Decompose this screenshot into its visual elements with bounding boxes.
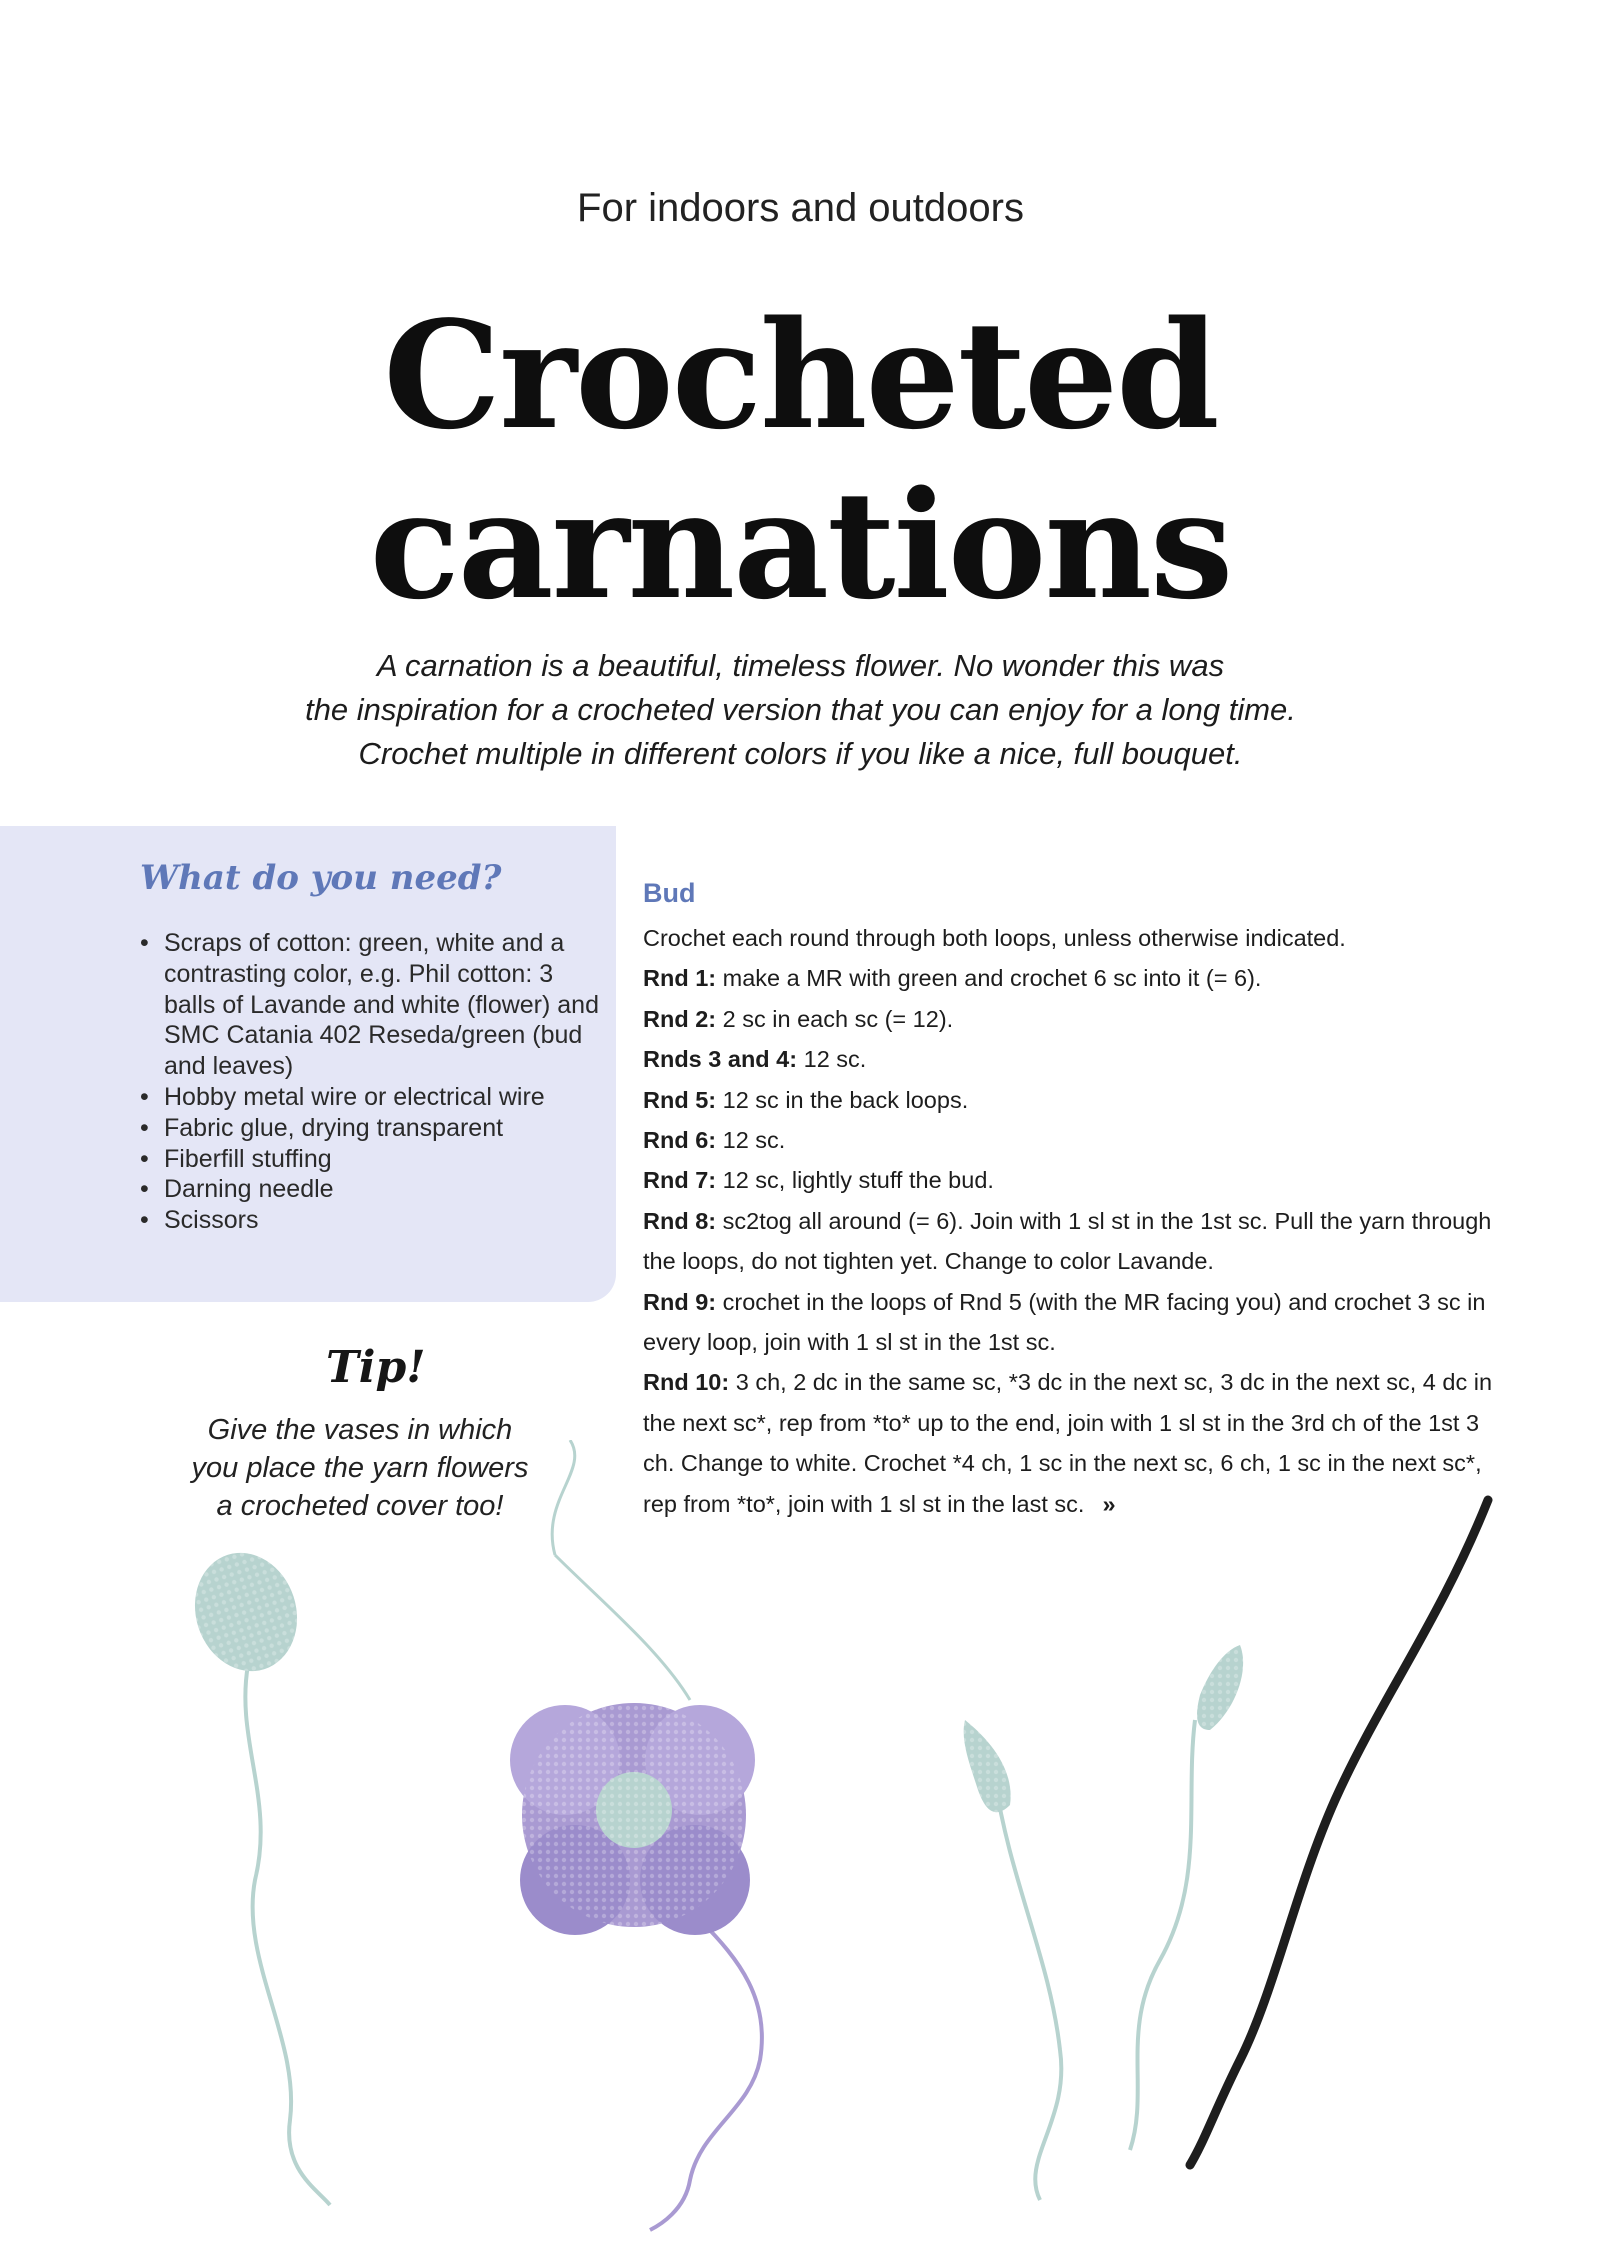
round-label: Rnd 8: (643, 1207, 717, 1234)
list-item: • Fabric glue, drying transparent (140, 1113, 600, 1144)
round-step (643, 1120, 1503, 1160)
round-step (643, 1160, 1503, 1200)
round-text: sc2tog all around (= 6). Join with 1 sl st in the 1st sc. Pull the yarn through the loops, do not tighten yet. Change to color Lavande. (643, 1207, 1492, 1275)
round-label: Rnd 7: (643, 1167, 717, 1194)
round-step (643, 999, 1503, 1039)
list-item: • Scissors (140, 1205, 600, 1236)
title-line: carnations (369, 458, 1232, 632)
materials-list (140, 928, 600, 1236)
round-label: Rnd 5: (643, 1086, 717, 1113)
round-text: 2 sc in each sc (= 12). (716, 1005, 954, 1032)
page-kicker: For indoors and outdoors (577, 186, 1024, 230)
intro-paragraph (150, 644, 1451, 776)
list-item: • Fiberfill stuffing (140, 1144, 600, 1175)
wire (1190, 1500, 1488, 2165)
intro-line: the inspiration for a crocheted version that you can enjoy for a long time. (305, 692, 1296, 727)
intro-line: A carnation is a beautiful, timeless flower. No wonder this was (376, 648, 1225, 683)
list-item: • Darning needle (140, 1174, 600, 1205)
intro-line: Crochet multiple in different colors if you like a nice, full bouquet. (358, 736, 1243, 771)
round-step (643, 1201, 1503, 1282)
round-text: 12 sc. (797, 1046, 867, 1073)
list-item: • Hobby metal wire or electrical wire (140, 1082, 600, 1113)
page-title (0, 290, 1601, 630)
crochet-bud (180, 1539, 330, 2205)
round-text: 12 sc, lightly stuff the bud. (716, 1167, 994, 1194)
crochet-leaf (964, 1720, 1062, 2200)
round-label: Rnd 10: (643, 1369, 730, 1396)
round-step (643, 1080, 1503, 1120)
round-label: Rnd 1: (643, 965, 717, 992)
round-text: 3 ch, 2 dc in the same sc, *3 dc in the next sc, 3 dc in the next sc, 4 dc in the next sc*, rep from *to* up to the end, join with 1 sl st in the 3rd ch of the 1st 3 ch. Change to white. Crochet *4 ch, 1 sc in the next sc, 6 ch, 1 sc in the next sc*, rep from *to*, join with 1 sl st in the last sc. (643, 1369, 1493, 1517)
bud-instructions (643, 918, 1503, 1524)
round-label: Rnd 9: (643, 1288, 717, 1315)
crochet-carnation (510, 1440, 762, 2230)
title-line: Crocheted (383, 288, 1218, 462)
tip-line: Give the vases in which (207, 1414, 513, 1446)
round-label: Rnd 2: (643, 1005, 717, 1032)
bud-heading: Bud (643, 878, 696, 908)
materials-title: What do you need? (140, 858, 502, 898)
tip-title: Tip! (326, 1342, 426, 1393)
round-text: make a MR with green and crochet 6 sc into it (= 6). (716, 965, 1262, 992)
crochet-leaf (1130, 1645, 1243, 2150)
continued-arrow: » (1102, 1490, 1116, 1517)
round-step (643, 1039, 1503, 1079)
round-text: crochet in the loops of Rnd 5 (with the MR facing you) and crochet 3 sc in every loop, join with 1 sl st in the 1st sc. (643, 1288, 1486, 1356)
round-label: Rnd 6: (643, 1127, 717, 1154)
instructions-intro: Crochet each round through both loops, unless otherwise indicated. (643, 925, 1346, 951)
tip-line: a crocheted cover too! (216, 1490, 504, 1522)
tip-line: you place the yarn flowers (191, 1452, 529, 1484)
round-label: Rnds 3 and 4: (643, 1046, 798, 1073)
list-item: • Scraps of cotton: green, white and a contrasting color, e.g. Phil cotton: 3 balls of Lavande and white (flower) and SMC Catania 402 Reseda/green (bud and leaves) (140, 928, 600, 1082)
product-photo (0, 1440, 1601, 2263)
round-text: 12 sc. (716, 1127, 786, 1154)
round-text: 12 sc in the back loops. (716, 1086, 969, 1113)
round-step (643, 1282, 1503, 1363)
round-step (643, 958, 1503, 998)
